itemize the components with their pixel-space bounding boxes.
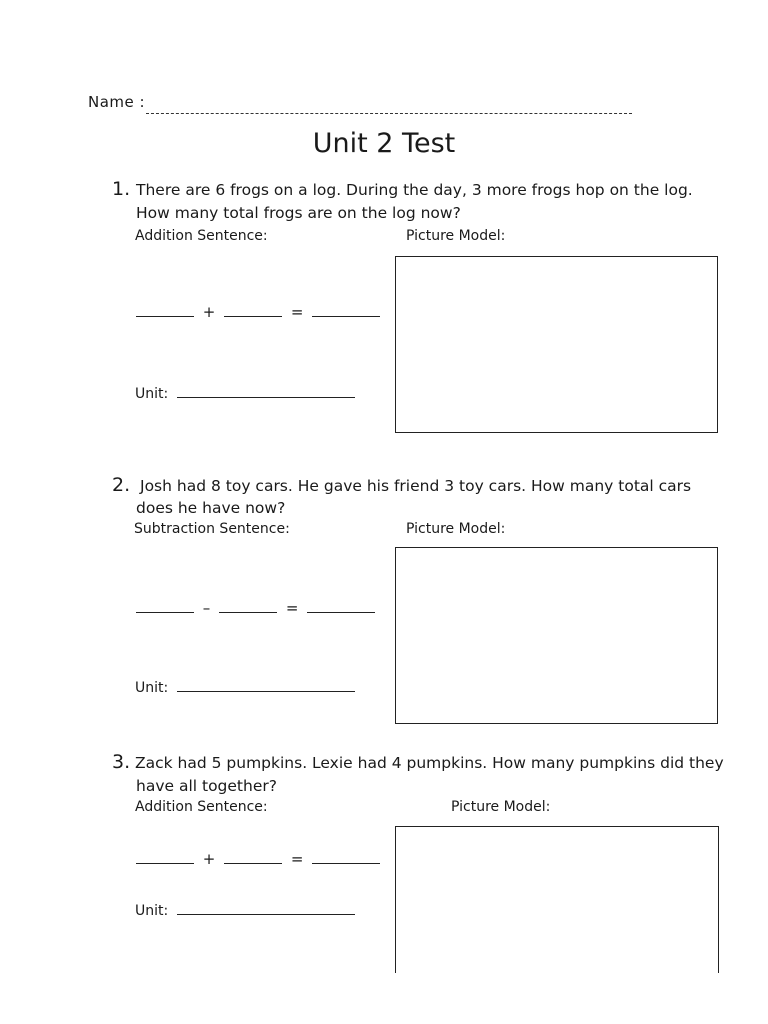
question-2-picture-label: Picture Model: [406,521,506,537]
question-3-line-2: have all together? [136,777,277,795]
question-1-unit-label: Unit: [135,386,169,402]
question-1-answer-blank[interactable] [312,302,380,317]
question-1-line-2: How many total frogs are on the log now? [136,204,461,222]
question-3-picture-box[interactable] [395,826,719,973]
question-1-operator: + [202,303,216,321]
question-3-sentence-label: Addition Sentence: [135,799,268,815]
question-1-blank-1[interactable] [136,302,194,317]
question-3-blank-1[interactable] [136,849,194,864]
question-2-unit-label: Unit: [135,680,169,696]
question-2-equation [136,598,375,617]
question-2-line-1: Josh had 8 toy cars. He gave his friend 3 toy cars. How many total cars [140,477,692,495]
question-1-picture-label: Picture Model: [406,228,506,244]
question-3-unit-blank[interactable] [177,900,355,915]
name-label: Name : [88,93,146,111]
question-3-equation [136,849,380,868]
question-1-sentence-label: Addition Sentence: [135,228,268,244]
name-answer-line[interactable] [146,113,632,114]
question-3-equals: = [290,850,304,868]
question-2-unit [135,677,355,696]
question-1-equals: = [290,303,304,321]
question-1-blank-2[interactable] [224,302,282,317]
question-3-answer-blank[interactable] [312,849,380,864]
question-1-number: 1. [112,178,131,200]
question-3-blank-2[interactable] [224,849,282,864]
question-2-sentence-label: Subtraction Sentence: [134,521,290,537]
question-3-number: 3. [112,751,131,773]
question-3-picture-label: Picture Model: [451,799,551,815]
question-3-line-1: Zack had 5 pumpkins. Lexie had 4 pumpkins. How many pumpkins did they [135,754,724,772]
question-3-unit [135,900,355,919]
question-1-picture-box[interactable] [395,256,718,433]
question-1-unit-blank[interactable] [177,383,355,398]
page-title: Unit 2 Test [312,128,456,159]
question-1-equation [136,302,380,321]
question-2-answer-blank[interactable] [307,598,375,613]
question-3-unit-label: Unit: [135,903,169,919]
question-2-line-2: does he have now? [136,499,286,517]
question-2-picture-box[interactable] [395,547,718,724]
question-3-operator: + [202,850,216,868]
question-1-unit [135,383,355,402]
question-2-number: 2. [112,474,131,496]
question-1-line-1: There are 6 frogs on a log. During the day, 3 more frogs hop on the log. [136,181,693,199]
question-2-unit-blank[interactable] [177,677,355,692]
question-2-operator: – [202,599,211,617]
question-2-blank-1[interactable] [136,598,194,613]
question-2-equals: = [285,599,299,617]
question-2-blank-2[interactable] [219,598,277,613]
